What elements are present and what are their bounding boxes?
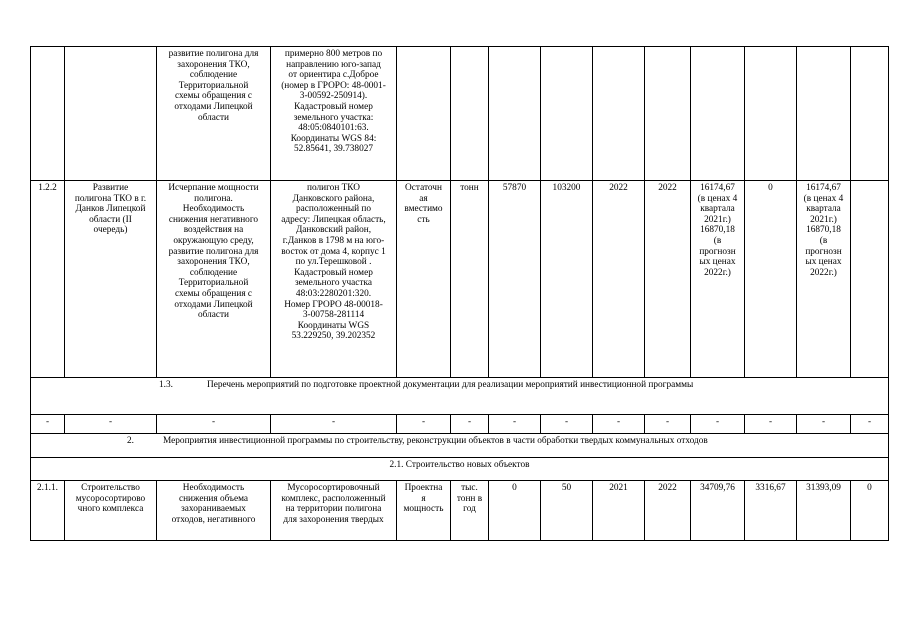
cell-unit: тонн [451,181,489,378]
cell-value-after [541,47,593,181]
cell-indicator: Проектна я мощность [397,481,451,541]
section-row-2-1 [31,458,889,481]
cell-indicator [397,47,451,181]
table-row-dashes [31,415,889,434]
table-row-2-1-1 [31,481,889,541]
cell-indicator: Остаточн ая вместимо сть [397,181,451,378]
cell-year-start: 2022 [593,181,645,378]
dash-cell: - [271,415,397,434]
dash-cell: - [397,415,451,434]
cell-extra: 0 [851,481,889,541]
cell-value-before: 57870 [489,181,541,378]
cell-cost-funded [745,47,797,181]
cell-year-start [593,47,645,181]
subsection-heading: 2.1. Строительство новых объектов [31,458,889,481]
dash-cell: - [745,415,797,434]
cell-extra [851,181,889,378]
cell-name [65,47,157,181]
dash-cell: - [691,415,745,434]
cell-justification: развитие полигона для захоронения ТКО, соблюдение Территориальной схемы обращения с отходами Липецкой области [157,47,271,181]
cell-year-end [645,47,691,181]
investment-program-table [30,46,889,541]
cell-num: 2.1.1. [31,481,65,541]
dash-cell: - [489,415,541,434]
cell-value-after: 103200 [541,181,593,378]
section-row-2 [31,434,889,458]
cell-year-end: 2022 [645,481,691,541]
cell-num: 1.2.2 [31,181,65,378]
cell-num [31,47,65,181]
dash-cell: - [157,415,271,434]
cell-value-before [489,47,541,181]
cell-justification: Необходимость снижения объема захораниваемых отходов, негативного [157,481,271,541]
cell-location: примерно 800 метров по направлению юго-запад от ориентира с.Доброе (номер в ГРОРО: 48-0001- 3-00592-250914). Кадастровый номер земельного участка: 48:05:0840101:63. Координаты WGS 84: 52.85641, 39.738027 [271,47,397,181]
cell-unit: тыс. тонн в год [451,481,489,541]
dash-cell: - [31,415,65,434]
dash-cell: - [645,415,691,434]
section-heading: 2. Мероприятия инвестиционной программы по строительству, реконструкции объектов в части обработки твердых коммунальных отходов [31,434,889,458]
dash-cell: - [451,415,489,434]
cell-value-after: 50 [541,481,593,541]
table-row-1-2-2 [31,181,889,378]
cell-cost-funded: 3316,67 [745,481,797,541]
cell-location: Мусоросортировочный комплекс, расположенный на территории полигона для захоронения твердых [271,481,397,541]
cell-location: полигон ТКО Данковского района, расположенный по адресу: Липецкая область, Данковский район, г.Данков в 1798 м на юго- восток от дома 4, корпус 1 по ул.Терешковой . Кадастровый номер земельного участка 48:03:2280201:320. Номер ГРОРО 48-00018- 3-00758-281114 Координаты WGS 53.229250, 39.202352 [271,181,397,378]
cell-extra [851,47,889,181]
dash-cell: - [541,415,593,434]
dash-cell: - [851,415,889,434]
cell-cost-remaining: 31393,09 [797,481,851,541]
cell-year-start: 2021 [593,481,645,541]
cell-cost-total [691,47,745,181]
cell-cost-remaining [797,47,851,181]
cell-cost-remaining: 16174,67 (в ценах 4 квартала 2021г.) 16870,18 (в прогнозн ых ценах 2022г.) [797,181,851,378]
dash-cell: - [593,415,645,434]
dash-cell: - [65,415,157,434]
cell-name: Строительство мусоросортирово чного комплекса [65,481,157,541]
cell-unit [451,47,489,181]
cell-name: Развитие полигона ТКО в г. Данков Липецкой области (II очередь) [65,181,157,378]
cell-cost-total: 16174,67 (в ценах 4 квартала 2021г.) 16870,18 (в прогнозн ых ценах 2022г.) [691,181,745,378]
section-heading: 1.3. Перечень мероприятий по подготовке проектной документации для реализации мероприятий инвестиционной программы [31,378,889,415]
cell-value-before: 0 [489,481,541,541]
cell-cost-funded: 0 [745,181,797,378]
cell-cost-total: 34709,76 [691,481,745,541]
cell-year-end: 2022 [645,181,691,378]
cell-justification: Исчерпание мощности полигона. Необходимость снижения негативного воздействия на окружающую среду, развитие полигона для захоронения ТКО, соблюдение Территориальной схемы обращения с отходами Липецкой области [157,181,271,378]
dash-cell: - [797,415,851,434]
table-row-continuation [31,47,889,181]
section-row-1-3 [31,378,889,415]
